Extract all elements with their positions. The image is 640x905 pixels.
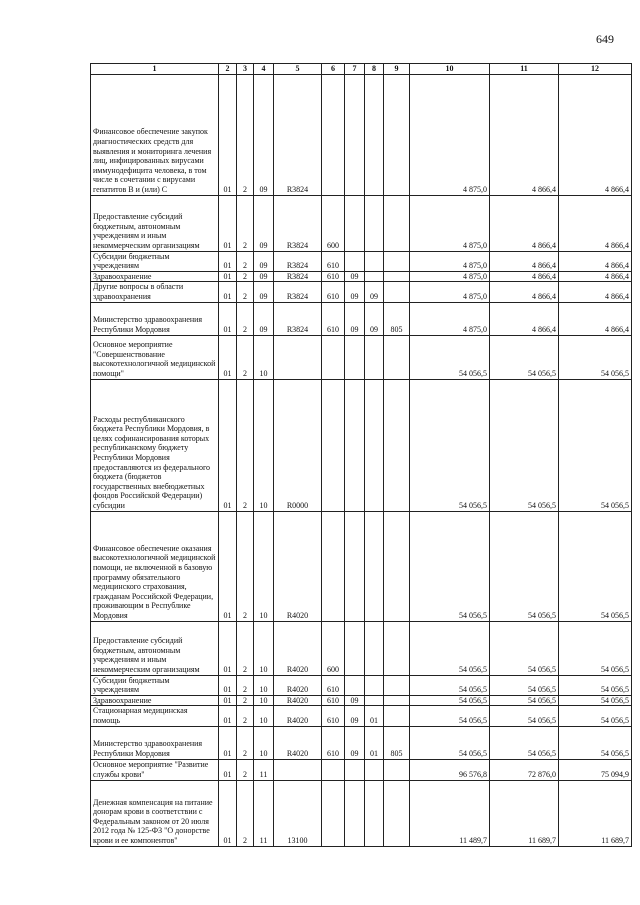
table-row	[91, 282, 632, 302]
amount-cell: 54 056,5	[410, 379, 490, 511]
code-cell: 610	[322, 271, 345, 282]
table-row	[91, 302, 632, 335]
code-cell	[345, 335, 365, 379]
code-cell: 10	[254, 706, 274, 726]
code-cell: 01	[219, 695, 237, 706]
target-code-cell: R4020	[274, 511, 322, 621]
code-cell	[384, 759, 410, 780]
item-name: Здравоохранение	[91, 271, 219, 282]
code-cell	[345, 780, 365, 846]
code-cell: 01	[219, 706, 237, 726]
header-cell: 8	[365, 64, 384, 75]
table-row	[91, 675, 632, 695]
code-cell	[365, 74, 384, 195]
code-cell: 01	[219, 335, 237, 379]
header-cell: 2	[219, 64, 237, 75]
amount-cell: 54 056,5	[559, 335, 632, 379]
code-cell: 2	[237, 759, 254, 780]
amount-cell: 11 689,7	[490, 780, 559, 846]
code-cell: 10	[254, 511, 274, 621]
code-cell	[365, 695, 384, 706]
code-cell	[384, 335, 410, 379]
header-cell: 4	[254, 64, 274, 75]
code-cell	[365, 759, 384, 780]
table-row	[91, 621, 632, 675]
code-cell: 11	[254, 759, 274, 780]
code-cell	[345, 195, 365, 251]
code-cell: 01	[219, 726, 237, 759]
amount-cell: 54 056,5	[490, 335, 559, 379]
code-cell	[345, 379, 365, 511]
item-name: Предоставление субсидий бюджетным, автономным учреждениям и иным некоммерческим организациям	[91, 195, 219, 251]
code-cell: 10	[254, 695, 274, 706]
amount-cell: 4 875,0	[410, 271, 490, 282]
amount-cell: 54 056,5	[490, 675, 559, 695]
target-code-cell: R3824	[274, 74, 322, 195]
code-cell: 01	[219, 675, 237, 695]
code-cell	[345, 511, 365, 621]
target-code-cell: R4020	[274, 621, 322, 675]
code-cell: 09	[345, 271, 365, 282]
amount-cell: 4 866,4	[490, 302, 559, 335]
code-cell	[384, 271, 410, 282]
target-code-cell: R3824	[274, 251, 322, 271]
code-cell: 610	[322, 695, 345, 706]
code-cell: 610	[322, 675, 345, 695]
code-cell: 01	[219, 271, 237, 282]
code-cell: 10	[254, 621, 274, 675]
item-name: Министерство здравоохранения Республики Мордовия	[91, 302, 219, 335]
amount-cell: 54 056,5	[490, 695, 559, 706]
amount-cell: 54 056,5	[410, 621, 490, 675]
code-cell: 610	[322, 282, 345, 302]
code-cell	[345, 74, 365, 195]
amount-cell: 4 866,4	[490, 74, 559, 195]
amount-cell: 4 866,4	[559, 74, 632, 195]
code-cell	[365, 780, 384, 846]
code-cell: 09	[254, 195, 274, 251]
code-cell: 2	[237, 695, 254, 706]
code-cell	[365, 195, 384, 251]
code-cell: 01	[365, 706, 384, 726]
code-cell: 2	[237, 511, 254, 621]
amount-cell: 54 056,5	[490, 726, 559, 759]
target-code-cell	[274, 335, 322, 379]
code-cell: 10	[254, 675, 274, 695]
amount-cell: 54 056,5	[410, 695, 490, 706]
code-cell: 2	[237, 282, 254, 302]
code-cell: 2	[237, 780, 254, 846]
code-cell: 10	[254, 379, 274, 511]
code-cell: 01	[219, 780, 237, 846]
item-name: Субсидии бюджетным учреждениям	[91, 251, 219, 271]
code-cell	[345, 759, 365, 780]
amount-cell: 54 056,5	[559, 379, 632, 511]
amount-cell: 4 875,0	[410, 195, 490, 251]
amount-cell: 4 866,4	[559, 282, 632, 302]
amount-cell: 4 866,4	[490, 271, 559, 282]
item-name: Стационарная медицинская помощь	[91, 706, 219, 726]
code-cell: 2	[237, 74, 254, 195]
budget-table	[90, 63, 632, 847]
amount-cell: 54 056,5	[410, 335, 490, 379]
code-cell	[384, 621, 410, 675]
code-cell: 610	[322, 706, 345, 726]
item-name: Предоставление субсидий бюджетным, автономным учреждениям и иным некоммерческим организациям	[91, 621, 219, 675]
table-row	[91, 251, 632, 271]
target-code-cell: R3824	[274, 195, 322, 251]
amount-cell: 4 866,4	[490, 251, 559, 271]
amount-cell: 75 094,9	[559, 759, 632, 780]
code-cell	[322, 780, 345, 846]
code-cell: 09	[345, 302, 365, 335]
target-code-cell: R3824	[274, 302, 322, 335]
header-cell: 12	[559, 64, 632, 75]
header-cell: 11	[490, 64, 559, 75]
target-code-cell: R4020	[274, 706, 322, 726]
code-cell	[384, 511, 410, 621]
code-cell: 01	[219, 379, 237, 511]
code-cell	[384, 706, 410, 726]
target-code-cell: R4020	[274, 726, 322, 759]
code-cell: 11	[254, 780, 274, 846]
amount-cell: 4 866,4	[490, 282, 559, 302]
code-cell	[384, 695, 410, 706]
code-cell	[365, 675, 384, 695]
code-cell: 10	[254, 726, 274, 759]
code-cell: 01	[219, 302, 237, 335]
code-cell	[345, 621, 365, 675]
amount-cell: 54 056,5	[559, 621, 632, 675]
header-cell: 10	[410, 64, 490, 75]
code-cell: 09	[345, 726, 365, 759]
amount-cell: 11 689,7	[559, 780, 632, 846]
amount-cell: 4 866,4	[559, 271, 632, 282]
amount-cell: 54 056,5	[410, 726, 490, 759]
item-name: Финансовое обеспечение оказания высокотехнологичной медицинской помощи, не включенной в базовую программу обязательного медицинского страхования, гражданам Российской Федерации, проживающим в Республике Мордовия	[91, 511, 219, 621]
code-cell: 2	[237, 706, 254, 726]
item-name: Финансовое обеспечение закупок диагностических средств для выявления и мониторинга лечения лиц, инфицированных вирусами иммунодефицита человека, в том числе в сочетании с вирусами гепатитов В и (или) С	[91, 74, 219, 195]
page-number: 649	[596, 32, 614, 46]
amount-cell: 54 056,5	[559, 695, 632, 706]
item-name: Расходы республиканского бюджета Республики Мордовия, в целях софинансирования которых республиканскому бюджету Республики Мордовия предоставляются из федерального бюджета (бюджетов государственных внебюджетных фондов Российской Федерации) субсидии	[91, 379, 219, 511]
code-cell: 09	[254, 302, 274, 335]
code-cell: 09	[365, 302, 384, 335]
code-cell: 2	[237, 726, 254, 759]
amount-cell: 54 056,5	[410, 675, 490, 695]
code-cell	[365, 511, 384, 621]
code-cell	[365, 271, 384, 282]
header-cell: 5	[274, 64, 322, 75]
table-row	[91, 271, 632, 282]
header-row	[91, 64, 632, 75]
code-cell: 09	[254, 271, 274, 282]
code-cell: 2	[237, 379, 254, 511]
code-cell	[365, 251, 384, 271]
target-code-cell: R4020	[274, 695, 322, 706]
amount-cell: 4 866,4	[490, 195, 559, 251]
code-cell	[365, 379, 384, 511]
amount-cell: 54 056,5	[490, 379, 559, 511]
amount-cell: 54 056,5	[559, 511, 632, 621]
table-row	[91, 695, 632, 706]
code-cell: 01	[219, 759, 237, 780]
header-cell: 1	[91, 64, 219, 75]
code-cell: 600	[322, 621, 345, 675]
code-cell: 09	[254, 251, 274, 271]
code-cell: 01	[219, 195, 237, 251]
code-cell: 2	[237, 335, 254, 379]
amount-cell: 4 866,4	[559, 195, 632, 251]
code-cell: 01	[365, 726, 384, 759]
target-code-cell: 13100	[274, 780, 322, 846]
code-cell	[345, 251, 365, 271]
code-cell: 10	[254, 335, 274, 379]
amount-cell: 54 056,5	[490, 621, 559, 675]
table-row	[91, 706, 632, 726]
code-cell	[384, 282, 410, 302]
target-code-cell: R3824	[274, 271, 322, 282]
amount-cell: 4 875,0	[410, 251, 490, 271]
code-cell	[384, 379, 410, 511]
target-code-cell: R0000	[274, 379, 322, 511]
header-cell: 7	[345, 64, 365, 75]
code-cell: 2	[237, 251, 254, 271]
code-cell	[384, 675, 410, 695]
amount-cell: 4 875,0	[410, 282, 490, 302]
code-cell	[384, 74, 410, 195]
table-row	[91, 74, 632, 195]
code-cell: 01	[219, 74, 237, 195]
code-cell	[384, 195, 410, 251]
item-name: Денежная компенсация на питание донорам крови в соответствии с Федеральным законом от 20 июля 2012 года № 125-ФЗ "О донорстве крови и ее компонентов"	[91, 780, 219, 846]
code-cell: 09	[365, 282, 384, 302]
code-cell: 805	[384, 726, 410, 759]
header-cell: 9	[384, 64, 410, 75]
table-row	[91, 759, 632, 780]
item-name: Субсидии бюджетным учреждениям	[91, 675, 219, 695]
amount-cell: 54 056,5	[490, 706, 559, 726]
target-code-cell	[274, 759, 322, 780]
table-row	[91, 726, 632, 759]
amount-cell: 54 056,5	[410, 706, 490, 726]
table-body	[91, 74, 632, 846]
target-code-cell: R3824	[274, 282, 322, 302]
code-cell: 09	[345, 282, 365, 302]
amount-cell: 54 056,5	[410, 511, 490, 621]
code-cell: 09	[345, 695, 365, 706]
amount-cell: 54 056,5	[559, 726, 632, 759]
amount-cell: 54 056,5	[559, 706, 632, 726]
code-cell: 09	[254, 282, 274, 302]
header-cell: 6	[322, 64, 345, 75]
code-cell: 2	[237, 195, 254, 251]
code-cell: 610	[322, 726, 345, 759]
amount-cell: 11 489,7	[410, 780, 490, 846]
code-cell: 09	[254, 74, 274, 195]
table-row	[91, 511, 632, 621]
amount-cell: 4 866,4	[559, 251, 632, 271]
amount-cell: 54 056,5	[490, 511, 559, 621]
item-name: Здравоохранение	[91, 695, 219, 706]
target-code-cell: R4020	[274, 675, 322, 695]
item-name: Министерство здравоохранения Республики Мордовия	[91, 726, 219, 759]
code-cell	[384, 780, 410, 846]
code-cell: 01	[219, 511, 237, 621]
code-cell	[322, 759, 345, 780]
amount-cell: 4 866,4	[559, 302, 632, 335]
amount-cell: 4 875,0	[410, 74, 490, 195]
code-cell	[365, 621, 384, 675]
amount-cell: 96 576,8	[410, 759, 490, 780]
code-cell	[384, 251, 410, 271]
item-name: Основное мероприятие "Совершенствование высокотехнологичной медицинской помощи"	[91, 335, 219, 379]
amount-cell: 72 876,0	[490, 759, 559, 780]
table-row	[91, 379, 632, 511]
code-cell: 2	[237, 302, 254, 335]
code-cell: 805	[384, 302, 410, 335]
code-cell: 610	[322, 302, 345, 335]
table-row	[91, 780, 632, 846]
code-cell: 09	[345, 706, 365, 726]
item-name: Основное мероприятие "Развитие службы крови"	[91, 759, 219, 780]
header-cell: 3	[237, 64, 254, 75]
item-name: Другие вопросы в области здравоохранения	[91, 282, 219, 302]
code-cell	[322, 379, 345, 511]
table-row	[91, 335, 632, 379]
amount-cell: 4 875,0	[410, 302, 490, 335]
code-cell: 2	[237, 675, 254, 695]
code-cell	[322, 511, 345, 621]
code-cell: 600	[322, 195, 345, 251]
amount-cell: 54 056,5	[559, 675, 632, 695]
code-cell: 2	[237, 271, 254, 282]
code-cell	[345, 675, 365, 695]
code-cell	[322, 74, 345, 195]
code-cell: 2	[237, 621, 254, 675]
code-cell: 01	[219, 282, 237, 302]
code-cell	[322, 335, 345, 379]
code-cell	[365, 335, 384, 379]
code-cell: 610	[322, 251, 345, 271]
code-cell: 01	[219, 251, 237, 271]
table-row	[91, 195, 632, 251]
code-cell: 01	[219, 621, 237, 675]
